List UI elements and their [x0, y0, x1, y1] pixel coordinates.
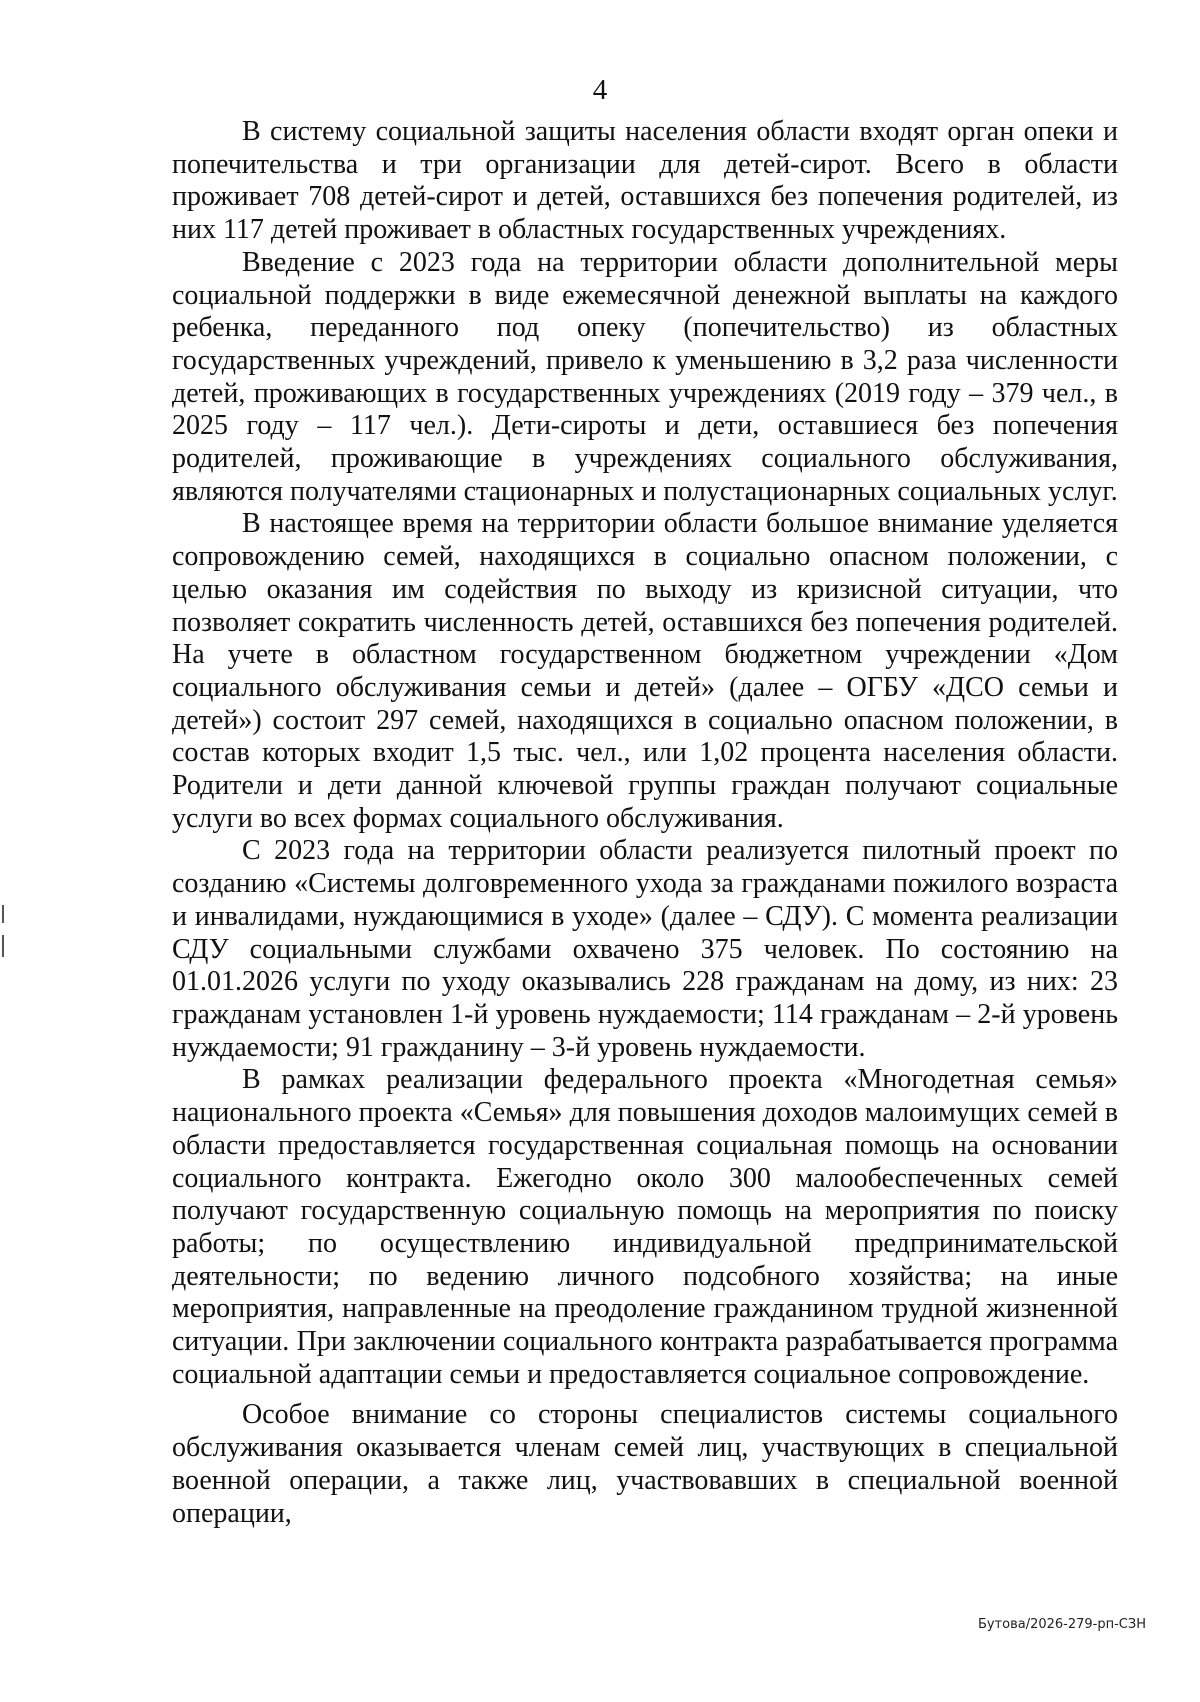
paragraph-social-contract: В рамках реализации федерального проекта «Многодетная семья» национального проекта «Семья» для повышения доходов малоимущих семей в области предоставляется государственная социальная помощь на основании социального контракта. Ежегодно около 300 малообеспеченных семей получают государственную социальную помощь на мероприятия по поиску работы; по осуществлению индивидуальной предпринимательской деятельности; по ведению личного подсобного хозяйства; на иные мероприятия, направленные на преодоление гражданином трудной жизненной ситуации. При заключении социального контракта разрабатывается программа социальной адаптации семьи и предоставляется социальное сопровождение.: [172, 1064, 1118, 1390]
paragraph-family-support: В настоящее время на территории области большое внимание уделяется сопровождению семей, находящихся в социально опасном положении, с целью оказания им содействия по выходу из кризисной ситуации, что позволяет сократить численность детей, оставшихся без попечения родителей. На учете в областном государственном бюджетном учреждении «Дом социального обслуживания семьи и детей» (далее – ОГБУ «ДСО семьи и детей») состоит 297 семей, находящихся в социально опасном положении, в состав которых входит 1,5 тыс. чел., или 1,02 процента населения области. Родители и дети данной ключевой группы граждан получают социальные услуги во всех формах социального обслуживания.: [172, 508, 1118, 834]
paragraph-long-term-care: С 2023 года на территории области реализуется пилотный проект по созданию «Системы долговременного ухода за гражданами пожилого возраста и инвалидами, нуждающимися в уходе» (далее – СДУ). С момента реализации СДУ социальными службами охвачено 375 человек. По состоянию на 01.01.2026 услуги по уходу оказывались 228 гражданам на дому, из них: 23 гражданам установлен 1-й уровень нуждаемости; 114 гражданам – 2-й уровень нуждаемости; 91 гражданину – 3-й уровень нуждаемости.: [172, 835, 1118, 1063]
page-number: 4: [592, 74, 608, 106]
scan-margin-mark: [2, 905, 4, 923]
document-body: [172, 116, 1118, 1530]
scan-margin-mark: [2, 935, 4, 957]
paragraph-svo-families: Особое внимание со стороны специалистов системы социального обслуживания оказывается членам семей лиц, участвующих в специальной военной операции, а также лиц, участвовавших в специальной военной операции,: [172, 1399, 1118, 1529]
document-registration-code: Бутова/2026-279-рп-СЗН: [977, 1617, 1146, 1632]
paragraph-monthly-payment: Введение с 2023 года на территории области дополнительной меры социальной поддержки в виде ежемесячной денежной выплаты на каждого ребенка, переданного под опеку (попечительство) из областных государственных учреждений, привело к уменьшению в 3,2 раза численности детей, проживающих в государственных учреждениях (2019 году – 379 чел., в 2025 году – 117 чел.). Дети-сироты и дети, оставшиеся без попечения родителей, проживающие в учреждениях социального обслуживания, являются получателями стационарных и полустационарных социальных услуг.: [172, 246, 1118, 507]
paragraph-orphans-guardianship: В систему социальной защиты населения области входят орган опеки и попечительства и три организации для детей-сирот. Всего в области проживает 708 детей-сирот и детей, оставшихся без попечения родителей, из них 117 детей проживает в областных государственных учреждениях.: [172, 116, 1118, 246]
